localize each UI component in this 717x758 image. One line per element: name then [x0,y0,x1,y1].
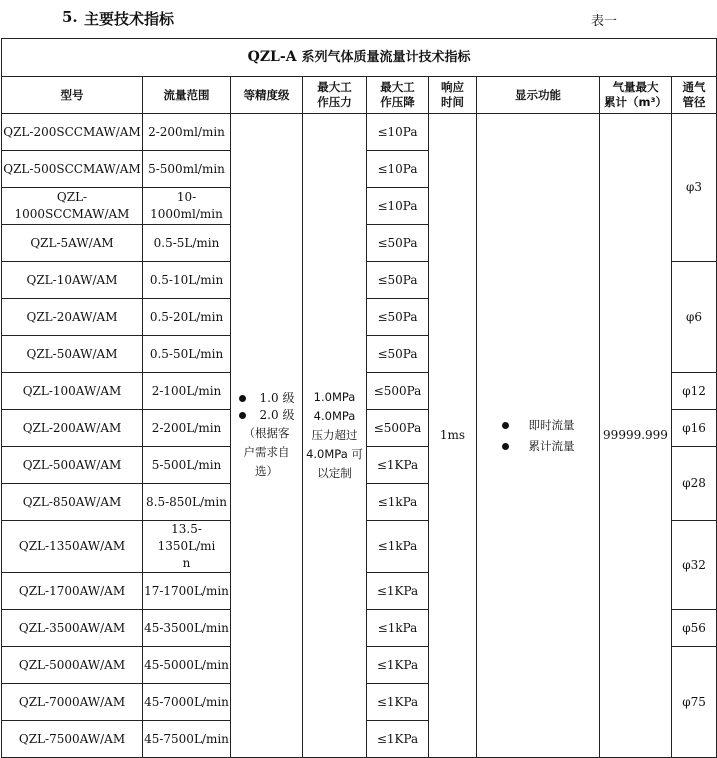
range-cell: 0.5-50L/min [143,336,231,373]
pressure-line-1: 1.0MPa [313,390,356,404]
display-cell [477,114,600,758]
header-model: 型号 [2,77,143,114]
table-row [2,114,717,151]
range-cell [143,521,231,573]
accuracy-grade-1: 1.0 级 [231,390,302,407]
pressure-line-3: 压力超过 [311,428,358,442]
accuracy-note-2: 户需求自 [243,445,290,459]
drop-cell: ≤1KPa [367,573,429,610]
header-max-pressure-line2: 作压力 [317,95,352,109]
model-cell: QZL-500SCCMAW/AM [2,151,143,188]
range-cell: 0.5-20L/min [143,299,231,336]
range-cell: 2-200ml/min [143,114,231,151]
model-cell: QZL-7500AW/AM [2,721,143,758]
range-line-2: n [182,556,191,570]
range-cell: 2-100L/min [143,373,231,410]
range-cell: 45-3500L/min [143,610,231,647]
range-cell: 0.5-5L/min [143,225,231,262]
model-cell: QZL-5AW/AM [2,225,143,262]
range-cell: 8.5-850L/min [143,484,231,521]
port-cell-32: φ32 [672,521,717,610]
drop-cell: ≤1KPa [367,447,429,484]
drop-cell: ≤1KPa [367,721,429,758]
section-number: 5. [62,8,78,26]
range-cell: 2-200L/min [143,410,231,447]
header-max-pressure [303,77,367,114]
model-cell: QZL-200AW/AM [2,410,143,447]
drop-cell: ≤50Pa [367,299,429,336]
model-cell: QZL-20AW/AM [2,299,143,336]
drop-cell: ≤50Pa [367,225,429,262]
drop-cell: ≤10Pa [367,114,429,151]
bullet-icon [239,412,246,419]
table-title-text: 系列气体质量流量计技术指标 [301,50,471,65]
header-port-line1: 通气 [682,80,706,94]
table-label: 表一 [591,14,618,29]
range-line-1: 13.5-1350L/mi [157,522,216,553]
header-response-line2: 时间 [441,95,464,109]
range-cell: 10-1000ml/min [143,188,231,225]
bullet-icon [502,443,509,450]
drop-cell: ≤1KPa [367,647,429,684]
port-cell-56: φ56 [672,610,717,647]
section-header [0,8,700,30]
table-title [2,39,717,77]
header-flow-range: 流量范围 [143,77,231,114]
bullet-icon [502,422,509,429]
range-cell: 45-5000L/min [143,647,231,684]
header-cumulative [600,77,672,114]
model-cell: QZL-1350AW/AM [2,521,143,573]
table-title-model: QZL-A [247,49,297,65]
range-cell: 17-1700L/min [143,573,231,610]
drop-cell: ≤500Pa [367,410,429,447]
header-max-drop [367,77,429,114]
range-cell: 45-7000L/min [143,684,231,721]
header-cumulative-line1: 气量最大 [612,80,659,94]
accuracy-note-1: （根据客 [243,426,290,440]
model-cell: QZL-7000AW/AM [2,684,143,721]
range-cell: 0.5-10L/min [143,262,231,299]
port-cell-28: φ28 [672,447,717,521]
drop-cell: ≤1KPa [367,684,429,721]
display-item-2: 累计流量 [477,436,599,457]
header-response [429,77,477,114]
drop-cell: ≤1kPa [367,484,429,521]
drop-cell: ≤50Pa [367,262,429,299]
model-cell: QZL-200SCCMAW/AM [2,114,143,151]
accuracy-note-3: 选） [255,464,278,478]
header-max-drop-line2: 作压降 [380,95,415,109]
range-cell: 5-500ml/min [143,151,231,188]
port-cell-75: φ75 [672,647,717,758]
header-accuracy: 等精度级 [231,77,303,114]
header-port [672,77,717,114]
model-cell: QZL-100AW/AM [2,373,143,410]
port-cell-16: φ16 [672,410,717,447]
pressure-line-4: 4.0MPa 可 [306,447,363,461]
drop-cell: ≤1kPa [367,610,429,647]
port-cell-12: φ12 [672,373,717,410]
model-cell: QZL-10AW/AM [2,262,143,299]
model-cell: QZL-1000SCCMAW/AM [2,188,143,225]
bullet-icon [239,395,246,402]
header-display: 显示功能 [477,77,600,114]
cumulative-cell: 99999.999 [600,114,672,758]
pressure-line-5: 以定制 [317,466,352,480]
drop-cell: ≤50Pa [367,336,429,373]
range-cell: 45-7500L/min [143,721,231,758]
header-port-line2: 管径 [682,95,706,109]
header-cumulative-line2: 累计（m³） [603,95,668,109]
section-title: 主要技术指标 [84,10,175,28]
header-max-pressure-line1: 最大工 [317,80,352,94]
header-max-drop-line1: 最大工 [380,80,415,94]
model-cell: QZL-3500AW/AM [2,610,143,647]
response-time-cell: 1ms [429,114,477,758]
header-response-line1: 响应 [441,80,464,94]
drop-cell: ≤500Pa [367,373,429,410]
model-cell: QZL-1700AW/AM [2,573,143,610]
drop-cell: ≤1kPa [367,521,429,573]
spec-table [1,38,717,758]
drop-cell: ≤10Pa [367,151,429,188]
range-cell: 5-500L/min [143,447,231,484]
accuracy-grade-2: 2.0 级 [231,407,302,424]
drop-cell: ≤10Pa [367,188,429,225]
port-cell-3: φ3 [672,114,717,262]
pressure-line-2: 4.0MPa [313,409,356,423]
model-cell: QZL-500AW/AM [2,447,143,484]
pressure-cell [303,114,367,758]
model-cell: QZL-850AW/AM [2,484,143,521]
model-cell: QZL-50AW/AM [2,336,143,373]
model-cell: QZL-5000AW/AM [2,647,143,684]
port-cell-6: φ6 [672,262,717,373]
accuracy-cell [231,114,303,758]
display-item-1: 即时流量 [477,415,599,436]
